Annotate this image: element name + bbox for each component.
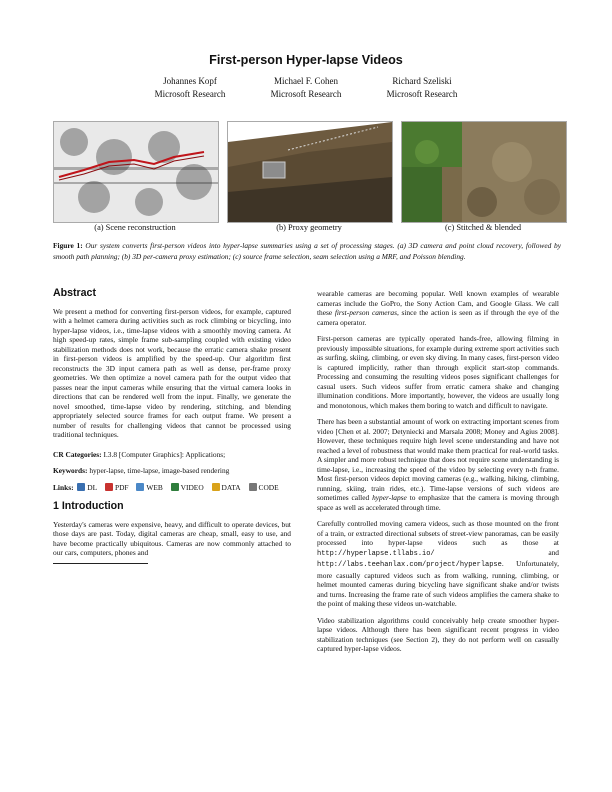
introduction-heading: 1 Introduction <box>53 500 124 512</box>
url-teehanlax[interactable]: http://labs.teehanlax.com/project/hyperlapse <box>317 561 502 569</box>
dl-icon <box>77 483 85 491</box>
web-icon <box>136 483 144 491</box>
abstract-heading: Abstract <box>53 287 96 299</box>
author-affiliation: Microsoft Research <box>386 88 458 99</box>
pdf-icon <box>105 483 113 491</box>
paragraph-first-person: First-person cameras are typically operated hands-free, allowing filming in previously impossible situations, for example during extreme sport activities such as surfing, skiing, climbing, or even sky diving. In many cases, first-person video is captured implicitly, rather than through explicit start-stop commands. Processing and consuming the resulting videos poses significant challenges for casual users. Such videos suffer from erratic camera shake and changing illumination conditions. More importantly, however, the videos are usually long and monotonous, which makes them boring to watch and difficult to navigate. <box>317 334 559 410</box>
data-icon <box>212 483 220 491</box>
subcaption-a: (a) Scene reconstruction <box>94 223 176 232</box>
author-3 <box>347 75 497 100</box>
paragraph-related: There has been a substantial amount of work on extracting important scenes from video [Chen et al. 2007; Detyniecki and Marsala 2008; Money and Agius 2008]. However, these techniques require high level scene understanding and have not reached a level of robustness that would make them practical for real-world tasks. A simpler and more robust technique that does not require scene understanding is time-lapse, i.e., increasing the speed of the video by selecting every n-th frame. Most first-person videos depict moving cameras (e.g., walking, hiking, climbing, running, skiing, train rides, etc.). Time-lapse versions of such videos are sometimes called hyper-lapse to emphasize that the camera is moving through space as well as accelerated through time. <box>317 417 559 512</box>
link-video[interactable]: VIDEO <box>171 483 204 493</box>
keywords-text: hyper-lapse, time-lapse, image-based rendering <box>89 466 230 475</box>
paragraph-stabilization: Video stabilization algorithms could conceivably help create smoother hyper-lapse videos. Although there has been significant recent progress in video stabilization techniques (see Section 2), they do not perform well on casually captured hyper-lapse videos. <box>317 615 559 653</box>
keywords <box>53 466 291 476</box>
subcaption-b: (b) Proxy geometry <box>276 223 342 232</box>
author-name: Johannes Kopf <box>163 76 217 86</box>
video-icon <box>171 483 179 491</box>
author-name: Richard Szeliski <box>392 76 452 86</box>
paragraph-controlled: Carefully controlled moving camera videos, such as those mounted on the front of a train, or extracted directional subsets of street-view panoramas, can be easily processed into hyper-lapse videos such as those at http://hyperlapse.tllabs.io/ and http://labs.teehanlax.com/project/hyperlapse. Unfortunately, more casually captured videos such as from walking, running, climbing, or helmet mounted cameras during bicycling have significant shake and/or twists and turns. Increasing the frame rate of such videos amplifies the camera shake to the point of making these videos un-watchable. <box>317 519 559 608</box>
subcaption-c: (c) Stitched & blended <box>444 223 522 232</box>
abstract-text: We present a method for converting first-person videos, for example, captured with a helmet camera during activities such as rock climbing or bicycling, into hyper-lapse videos, i.e., time-lapse videos with a smoothly moving camera. At high speed-up rates, simple frame sub-sampling coupled with existing video stabilization methods does not work, because the erratic camera shake present in first-person videos is amplified by the speed-up. Our algorithm first reconstructs the 3D input camera path as well as dense, per-frame proxy geometries. We then optimize a novel camera path for the output video that passes near the input cameras while ensuring that the virtual camera looks in directions that can be rendered well from the input. Finally, we generate the novel smoothed, time-lapse video by rendering, stitching, and blending appropriately selected source frames for each output frame. We present a number of results for challenging videos that cannot be processed using traditional techniques. <box>53 306 291 439</box>
author-affiliation: Microsoft Research <box>270 88 342 99</box>
left-column <box>53 289 291 564</box>
author-name: Michael F. Cohen <box>273 76 339 86</box>
links-row <box>53 483 291 493</box>
keywords-label: Keywords: <box>53 466 88 475</box>
figure-panel-stitched-blended <box>401 121 567 223</box>
right-column <box>317 289 559 661</box>
cr-label: CR Categories: <box>53 449 102 459</box>
link-data[interactable]: DATA <box>212 483 241 493</box>
links-label: Links: <box>53 482 74 492</box>
paper-title: First-person Hyper-lapse Videos <box>209 53 403 67</box>
link-code[interactable]: CODE <box>249 483 279 493</box>
figure-caption <box>53 241 561 262</box>
figure-label: Figure 1: <box>53 241 83 250</box>
figure-panel-scene-reconstruction <box>53 121 219 223</box>
cr-text: I.3.8 [Computer Graphics]: Applications; <box>103 449 226 459</box>
intro-paragraph-1: Yesterday's cameras were expensive, heavy, and difficult to operate devices, but those days are past. Today, digital cameras are cheap, small, easy to use, and have become practically ubiquitous. Cameras are now commonly attached to our cars, computers, phones and <box>53 519 291 557</box>
code-icon <box>249 483 257 491</box>
url-hyperlapse-tllabs[interactable]: http://hyperlapse.tllabs.io/ <box>317 549 435 558</box>
cr-categories <box>53 450 291 460</box>
paragraph-wearable: wearable cameras are becoming popular. Well known examples of wearable cameras include the GoPro, the Sony Action Cam, and Google Glass. We call these first-person cameras, since the action is seen as if through the eye of the camera operator. <box>317 289 559 327</box>
author-affiliation: Microsoft Research <box>154 88 226 99</box>
link-dl[interactable]: DL <box>77 483 97 493</box>
link-pdf[interactable]: PDF <box>105 483 129 493</box>
footnote-rule <box>53 563 148 564</box>
figure-panel-proxy-geometry <box>227 121 393 223</box>
figure-caption-text: Our system converts first-person videos into hyper-lapse summaries using a set of processing stages. (a) 3D camera and point cloud recovery, followed by smooth path planning; (b) 3D per-camera proxy estimation; (c) source frame selection, seam selection using a MRF, and Poisson blending. <box>53 241 561 261</box>
link-web[interactable]: WEB <box>136 483 162 493</box>
